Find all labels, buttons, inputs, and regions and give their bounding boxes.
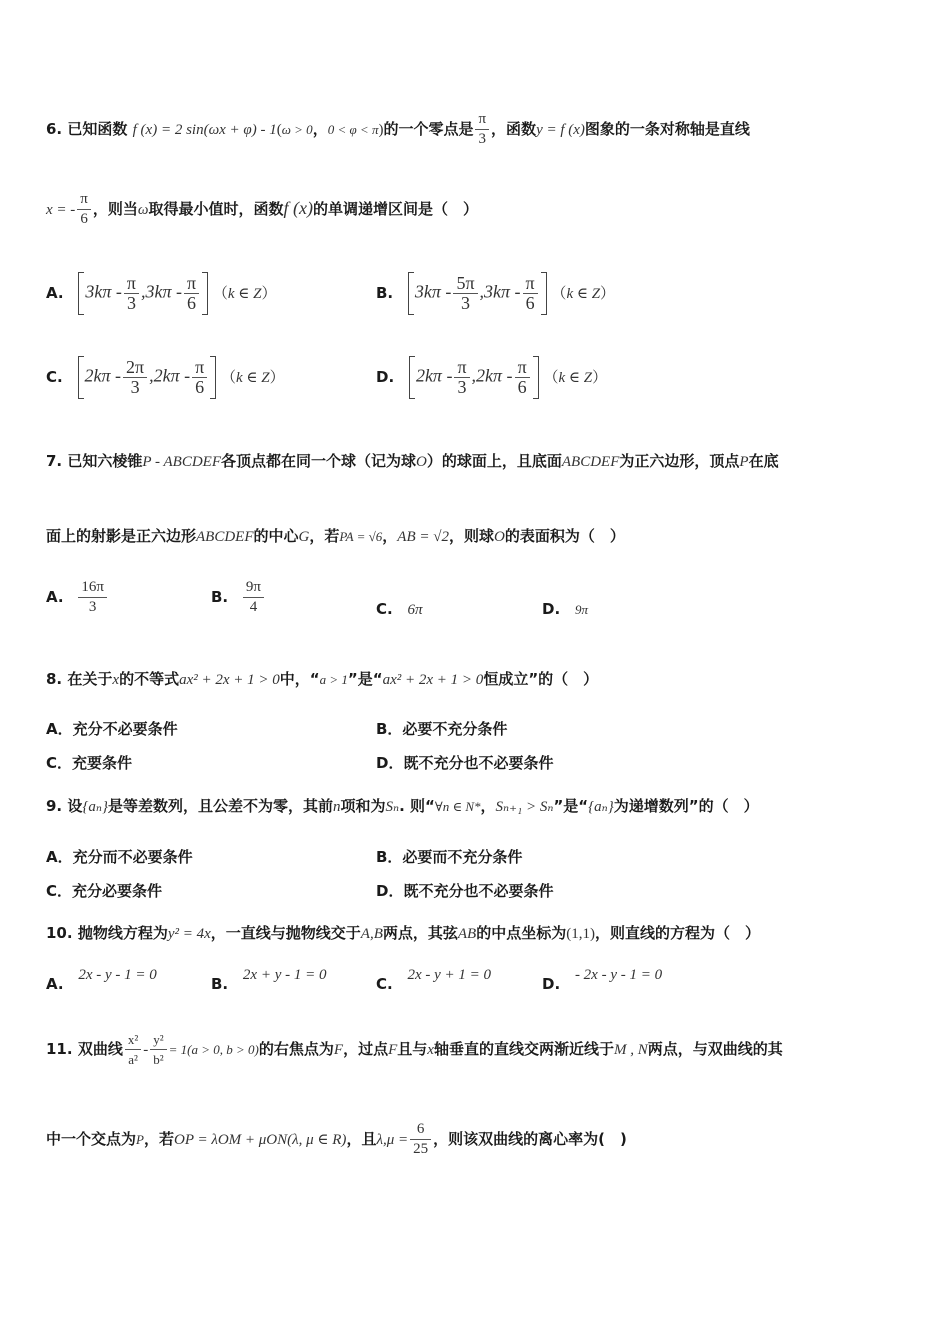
q7-option-a[interactable]: A. $\frac{16\pi}{3}$ [46, 578, 109, 617]
q10-number: 10. [46, 924, 73, 942]
q6-line1: 6. 已知函数 f (x) = 2 sin(ωx + φ) - 1(ω > 0，0 < φ < π)的一个零点是 $\frac{\pi}{3}$ ，函数y = f (x)图象的一条对称轴是直线 [46, 111, 750, 147]
q11-line1: 11. 双曲线 $\frac{\text{x²}}{\text{a²}}$ - $\frac{\text{y²}}{\text{b²}}$ = 1(a > 0, b > 0)的右焦点为F，过点F且与x轴垂直的直线交两渐近线于M , N两点，与双曲线的其 [46, 1032, 783, 1067]
q6-option-a[interactable]: A. 3kπ - $\frac{\pi}{3}$ ,3kπ - $\frac{\pi}{6}$ （k ∈ Z） [46, 273, 277, 313]
q7-number: 7. [46, 452, 63, 470]
q9-number: 9. [46, 797, 63, 815]
q6-line2: x = - $\frac{\pi}{6}$ ，则当ω取得最小值时，函数f (x)的单调递增区间是（ ） [46, 191, 478, 227]
q9-option-c[interactable]: C．充分必要条件 [46, 882, 163, 900]
q10-line1: 10. 抛物线方程为y² = 4x，一直线与抛物线交于A,B两点，其弦AB的中点坐标为(1,1)，则直线的方程为（ ） [46, 924, 760, 942]
q6-function: f (x) = 2 sin(ωx + φ) - 1 [132, 122, 277, 138]
q6-option-b[interactable]: B. 3kπ - $\frac{5\pi}{3}$ ,3kπ - $\frac{\pi}{6}$ （k ∈ Z） [376, 273, 616, 313]
q11-number: 11. [46, 1040, 73, 1058]
q9-option-a[interactable]: A．充分而不必要条件 [46, 848, 193, 866]
q9-option-d[interactable]: D．既不充分也不必要条件 [376, 882, 554, 900]
q8-number: 8. [46, 670, 63, 688]
q10-option-b[interactable]: B. 2x + y - 1 = 0 [211, 967, 327, 993]
q7-line1: 7. 已知六棱锥P - ABCDEF各顶点都在同一个球（记为球O）的球面上，且底面ABCDEF为正六边形，顶点P在底 [46, 452, 779, 470]
q11-line2: 中一个交点为P，若OP = λOM + μON(λ, μ ∈ R)，且λ,μ = $\frac{6}{25}$ ，则该双曲线的离心率为( ) [46, 1121, 627, 1157]
q6-zero-fraction: $\frac{\pi}{3}$ [475, 110, 489, 149]
q10-option-a[interactable]: A. 2x - y - 1 = 0 [46, 967, 157, 993]
q6-number: 6. [46, 120, 63, 138]
q7-line2: 面上的射影是正六边形ABCDEF的中心G，若PA = √6，AB = √2，则球O的表面积为（ ） [46, 527, 625, 545]
q6-option-c[interactable]: C. 2kπ - $\frac{2\pi}{3}$ ,2kπ - $\frac{\pi}{6}$ （k ∈ Z） [46, 357, 285, 397]
q9-line1: 9. 设{aₙ}是等差数列，且公差不为零，其前n项和为Sₙ. 则“∀n ∈ N*，Sₙ₊₁ > Sₙ”是“{aₙ}为递增数列”的（ ） [46, 797, 759, 815]
q8-option-b[interactable]: B．必要不充分条件 [376, 720, 508, 738]
q10-option-c[interactable]: C. 2x - y + 1 = 0 [376, 967, 492, 993]
q6-option-d[interactable]: D. 2kπ - $\frac{\pi}{3}$ ,2kπ - $\frac{\pi}{6}$ （k ∈ Z） [376, 357, 608, 397]
q8-option-a[interactable]: A．充分不必要条件 [46, 720, 178, 738]
q8-option-d[interactable]: D．既不充分也不必要条件 [376, 754, 554, 772]
q10-option-d[interactable]: D. - 2x - y - 1 = 0 [542, 967, 663, 993]
q7-option-d[interactable]: D. 9π [542, 600, 588, 618]
q6-axis-fraction: $\frac{\pi}{6}$ [77, 190, 91, 229]
q7-option-b[interactable]: B. $\frac{9\pi}{4}$ [211, 578, 266, 617]
q7-option-c[interactable]: C. 6π [376, 600, 423, 618]
q8-option-c[interactable]: C．充要条件 [46, 754, 133, 772]
q8-line1: 8. 在关于x的不等式ax² + 2x + 1 > 0中，“a > 1”是“ax² + 2x + 1 > 0恒成立”的（ ） [46, 670, 599, 688]
q9-option-b[interactable]: B．必要而不充分条件 [376, 848, 523, 866]
